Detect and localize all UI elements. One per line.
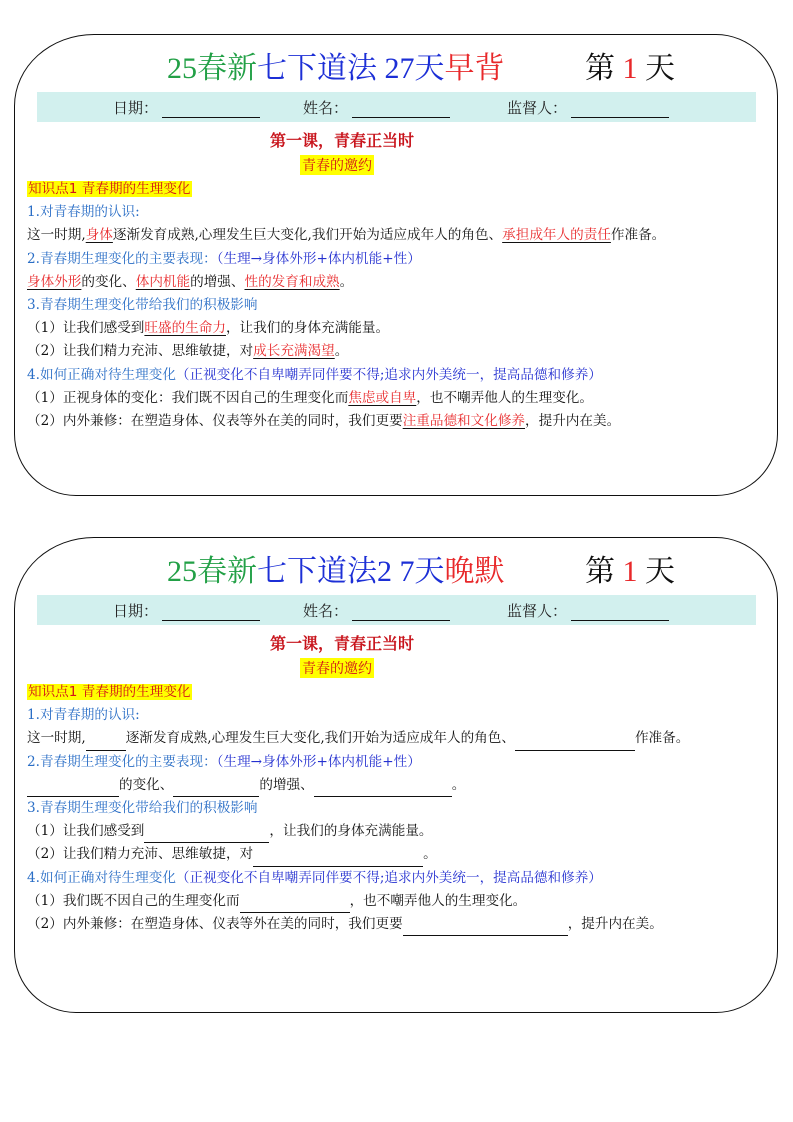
- question-4-note: （正视变化不自卑嘲弄同伴要不得;追求内外美统一，提高品德和修养）: [175, 366, 602, 383]
- answer-3-item: （1）让我们感受到 ，让我们的身体充满能量。: [27, 820, 771, 843]
- fill-blank[interactable]: [253, 851, 423, 867]
- answer-keyword: 性的发育和成熟: [244, 273, 340, 290]
- fill-blank[interactable]: [27, 781, 119, 797]
- supervisor-field: 监督人：: [507, 600, 669, 621]
- answer-keyword: 体内机能: [135, 273, 191, 290]
- answer-4-item: （1）我们既不因自己的生理变化而 ，也不嘲弄他人的生理变化。: [27, 890, 771, 913]
- date-blank[interactable]: [162, 103, 260, 118]
- question-2: 2.青春期生理变化的主要表现：（生理→身体外形+体内机能+性）: [27, 753, 421, 770]
- knowledge-point-heading: 知识点1 青春期的生理变化: [28, 684, 191, 700]
- info-bar: [37, 92, 756, 122]
- title-subject: 七下道法2 7天: [257, 555, 445, 588]
- name-blank[interactable]: [352, 103, 450, 118]
- answer-3-item: （1）让我们感受到旺盛的生命力，让我们的身体充满能量。: [27, 320, 390, 337]
- question-1: 1.对青春期的认识:: [27, 707, 140, 724]
- title-subject: 七下道法 27天: [257, 52, 445, 85]
- question-4-note: （正视变化不自卑嘲弄同伴要不得;追求内外美统一，提高品德和修养）: [175, 869, 602, 886]
- answer-3-item: （2）让我们精力充沛、思维敏捷，对成长充满渴望。: [27, 343, 349, 360]
- date-field: 日期：: [113, 600, 260, 621]
- morning-recitation-card: [14, 34, 778, 496]
- day-number: 1: [622, 52, 638, 85]
- answer-keyword: 注重品德和文化修养: [402, 413, 526, 430]
- answer-4-item: （2）内外兼修：在塑造身体、仪表等外在美的同时，我们更要注重品德和文化修养，提升内在美。: [27, 413, 621, 430]
- title-mode: 早背: [444, 52, 505, 85]
- question-2: 2.青春期生理变化的主要表现：（生理→身体外形+体内机能+性）: [27, 250, 421, 267]
- question-2-note: （生理→身体外形+体内机能+性）: [216, 250, 421, 267]
- card-title: [167, 43, 675, 87]
- answer-keyword: 身体: [85, 227, 113, 244]
- answer-keyword: 身体外形: [27, 273, 82, 290]
- card-title: [167, 546, 675, 590]
- answer-4-item: （1）正视身体的变化：我们既不因自己的生理变化而焦虑或自卑，也不嘲弄他人的生理变化。: [27, 389, 593, 406]
- lesson-title: 第一课，青春正当时: [270, 634, 415, 653]
- answer-2: 的变化、 的增强、 。: [27, 774, 771, 797]
- fill-blank[interactable]: [314, 781, 452, 797]
- evening-dictation-card: [14, 537, 778, 1013]
- day-number: 1: [622, 555, 638, 588]
- question-3: 3.青春期生理变化带给我们的积极影响: [27, 800, 258, 817]
- day-label: 第 1 天: [585, 555, 675, 588]
- answer-keyword: 成长充满渴望: [253, 343, 335, 360]
- answer-1: 这一时期, 逐渐发育成熟,心理发生巨大变化,我们开始为适应成年人的角色、 作准备。: [27, 727, 771, 750]
- fill-blank[interactable]: [403, 920, 568, 936]
- card-body: [27, 681, 771, 936]
- fill-blank[interactable]: [515, 735, 635, 751]
- answer-2: 身体外形的变化、体内机能的增强、性的发育和成熟。: [27, 273, 354, 290]
- question-1: 1.对青春期的认识:: [27, 204, 140, 221]
- fill-blank[interactable]: [86, 735, 126, 751]
- answer-4-item: （2）内外兼修：在塑造身体、仪表等外在美的同时，我们更要 ，提升内在美。: [27, 913, 771, 936]
- section-title: 青春的邀约: [300, 155, 374, 175]
- name-blank[interactable]: [352, 606, 450, 621]
- day-label: 第 1 天: [585, 52, 675, 85]
- title-prefix: 25春新: [167, 555, 257, 588]
- name-field: 姓名：: [303, 97, 450, 118]
- fill-blank[interactable]: [173, 781, 259, 797]
- fill-blank[interactable]: [144, 827, 269, 843]
- question-2-note: （生理→身体外形+体内机能+性）: [216, 753, 421, 770]
- card-body: [27, 178, 771, 433]
- question-4: 4.如何正确对待生理变化（正视变化不自卑嘲弄同伴要不得;追求内外美统一，提高品德和修养）: [27, 869, 602, 886]
- question-4: 4.如何正确对待生理变化（正视变化不自卑嘲弄同伴要不得;追求内外美统一，提高品德和修养）: [27, 366, 602, 383]
- fill-blank[interactable]: [240, 897, 350, 913]
- supervisor-blank[interactable]: [571, 103, 669, 118]
- supervisor-blank[interactable]: [571, 606, 669, 621]
- answer-1: 这一时期,身体逐渐发育成熟,心理发生巨大变化,我们开始为适应成年人的角色、承担成年人的责任作准备。: [27, 227, 666, 244]
- name-field: 姓名：: [303, 600, 450, 621]
- info-bar: [37, 595, 756, 625]
- title-mode: 晚默: [444, 555, 505, 588]
- title-prefix: 25春新: [167, 52, 257, 85]
- knowledge-point-heading: 知识点1 青春期的生理变化: [28, 181, 191, 197]
- section-title: 青春的邀约: [300, 658, 374, 678]
- answer-keyword: 承担成年人的责任: [502, 227, 611, 244]
- supervisor-field: 监督人：: [507, 97, 669, 118]
- question-3: 3.青春期生理变化带给我们的积极影响: [27, 297, 258, 314]
- answer-keyword: 焦虑或自卑: [348, 389, 417, 406]
- answer-keyword: 旺盛的生命力: [144, 320, 226, 337]
- lesson-title: 第一课，青春正当时: [270, 131, 415, 150]
- date-blank[interactable]: [162, 606, 260, 621]
- date-field: 日期：: [113, 97, 260, 118]
- answer-3-item: （2）让我们精力充沛、思维敏捷，对 。: [27, 843, 771, 866]
